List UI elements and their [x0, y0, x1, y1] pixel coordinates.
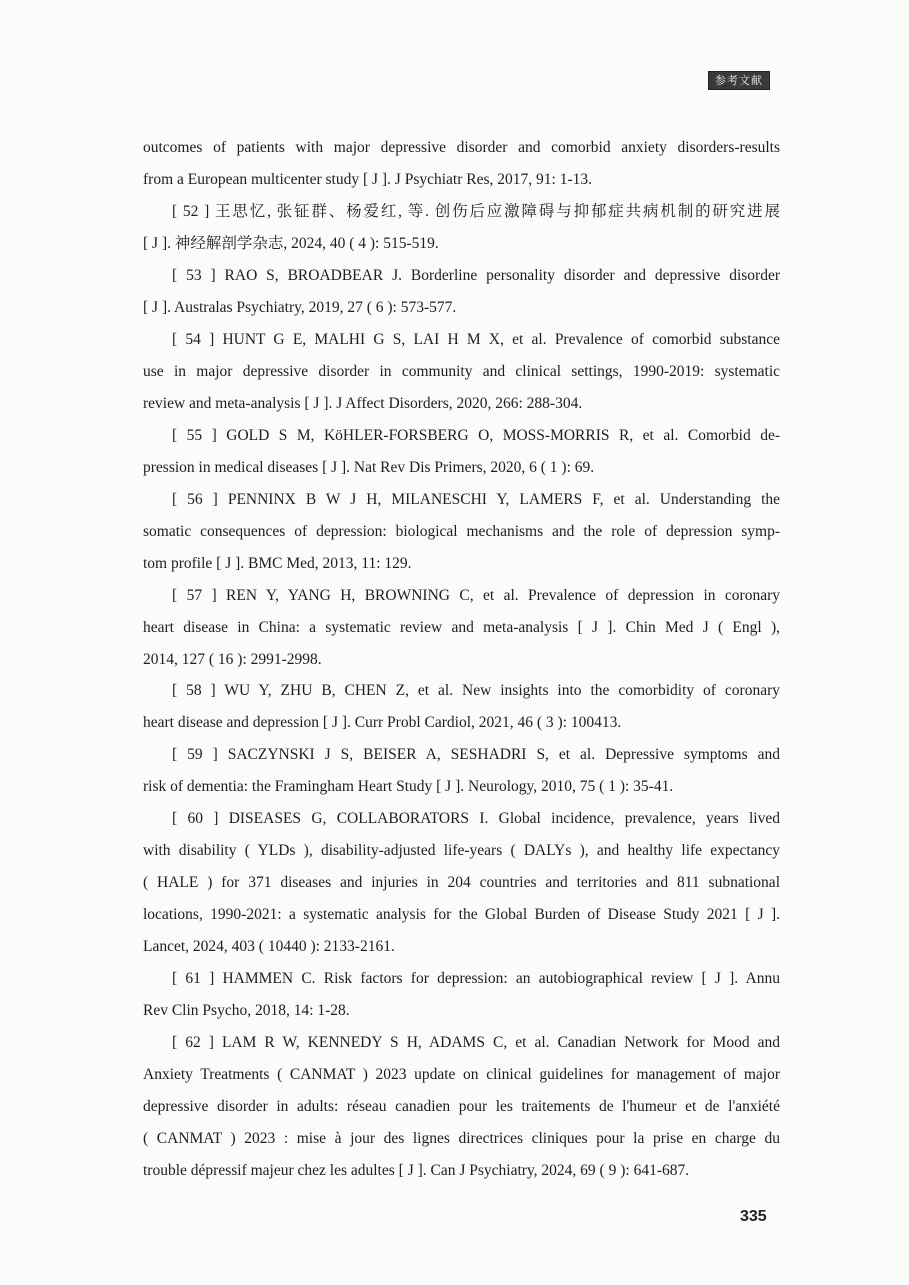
text-line: 2014, 127 ( 16 ): 2991-2998. — [143, 650, 322, 668]
text-line: [ 59 ] SACZYNSKI J S, BEISER A, SESHADRI S, et al. Depressive symptoms and — [172, 746, 780, 764]
text-line: somatic consequences of depression: biological mechanisms and the role of depression symp- — [143, 522, 780, 540]
text-line: [ 61 ] HAMMEN C. Risk factors for depression: an autobiographical review [ J ]. Annu — [172, 970, 780, 988]
text-line: [ 60 ] DISEASES G, COLLABORATORS I. Global incidence, prevalence, years lived — [172, 810, 780, 828]
text-line: ( CANMAT ) 2023 : mise à jour des lignes directrices cliniques pour la prise en charge du — [143, 1130, 780, 1148]
text-line: heart disease and depression [ J ]. Curr Probl Cardiol, 2021, 46 ( 3 ): 100413. — [143, 714, 622, 732]
text-line: [ 55 ] GOLD S M, KöHLER-FORSBERG O, MOSS-MORRIS R, et al. Comorbid de- — [172, 426, 780, 444]
text-line: [ J ]. Australas Psychiatry, 2019, 27 ( 6 ): 573-577. — [143, 298, 457, 316]
text-line: Rev Clin Psycho, 2018, 14: 1-28. — [143, 1002, 350, 1020]
text-line: [ 57 ] REN Y, YANG H, BROWNING C, et al. Prevalence of depression in coronary — [172, 586, 780, 604]
text-line: use in major depressive disorder in community and clinical settings, 1990-2019: systematic — [143, 362, 780, 380]
reference-60 — [143, 803, 780, 963]
text-line: Anxiety Treatments ( CANMAT ) 2023 update on clinical guidelines for management of major — [143, 1066, 780, 1084]
reference-61 — [143, 963, 780, 1027]
reference-62 — [143, 1027, 780, 1187]
text-line: pression in medical diseases [ J ]. Nat Rev Dis Primers, 2020, 6 ( 1 ): 69. — [143, 458, 595, 476]
reference-continuation — [143, 132, 780, 196]
text-line: outcomes of patients with major depressive disorder and comorbid anxiety disorders-results — [143, 139, 780, 156]
text-line: [ 52 ] 王思忆, 张钲群、杨爱红, 等. 创伤后应激障碍与抑郁症共病机制的研究进展 — [172, 202, 780, 220]
reference-53 — [143, 260, 780, 324]
text-line: from a European multicenter study [ J ]. J Psychiatr Res, 2017, 91: 1-13. — [143, 170, 592, 188]
text-line: review and meta-analysis [ J ]. J Affect Disorders, 2020, 266: 288-304. — [143, 394, 583, 412]
text-line: with disability ( YLDs ), disability-adjusted life-years ( DALYs ), and healthy life expectancy — [143, 842, 780, 860]
text-line: depressive disorder in adults: réseau canadien pour les traitements de l'humeur et de l'anxiété — [143, 1098, 780, 1116]
reference-list — [143, 132, 780, 1187]
section-badge: 参考文献 — [708, 71, 770, 90]
reference-58 — [143, 675, 780, 739]
text-line: [ 58 ] WU Y, ZHU B, CHEN Z, et al. New insights into the comorbidity of coronary — [172, 682, 780, 700]
reference-57 — [143, 580, 780, 676]
text-line: Lancet, 2024, 403 ( 10440 ): 2133-2161. — [143, 938, 395, 956]
text-line: risk of dementia: the Framingham Heart Study [ J ]. Neurology, 2010, 75 ( 1 ): 35-41. — [143, 778, 674, 796]
page-number: 335 — [740, 1208, 767, 1225]
reference-56 — [143, 484, 780, 580]
text-line: [ 54 ] HUNT G E, MALHI G S, LAI H M X, et al. Prevalence of comorbid substance — [172, 330, 780, 348]
text-line: ( HALE ) for 371 diseases and injuries in 204 countries and territories and 811 subnational — [143, 874, 780, 892]
text-line: trouble dépressif majeur chez les adultes [ J ]. Can J Psychiatry, 2024, 69 ( 9 ): 641-687. — [143, 1162, 690, 1179]
text-line: [ J ]. 神经解剖学杂志, 2024, 40 ( 4 ): 515-519. — [143, 234, 439, 252]
reference-54 — [143, 324, 780, 420]
reference-55 — [143, 420, 780, 484]
text-line: [ 62 ] LAM R W, KENNEDY S H, ADAMS C, et al. Canadian Network for Mood and — [172, 1034, 780, 1052]
reference-52 — [143, 196, 780, 260]
text-line: [ 53 ] RAO S, BROADBEAR J. Borderline personality disorder and depressive disorder — [172, 266, 780, 284]
text-line: [ 56 ] PENNINX B W J H, MILANESCHI Y, LAMERS F, et al. Understanding the — [172, 490, 780, 508]
text-line: heart disease in China: a systematic review and meta-analysis [ J ]. Chin Med J ( Engl ), — [143, 618, 780, 636]
text-line: locations, 1990-2021: a systematic analysis for the Global Burden of Disease Study 2021 [ J ]. — [143, 906, 780, 924]
reference-59 — [143, 739, 780, 803]
text-line: tom profile [ J ]. BMC Med, 2013, 11: 129. — [143, 554, 412, 572]
